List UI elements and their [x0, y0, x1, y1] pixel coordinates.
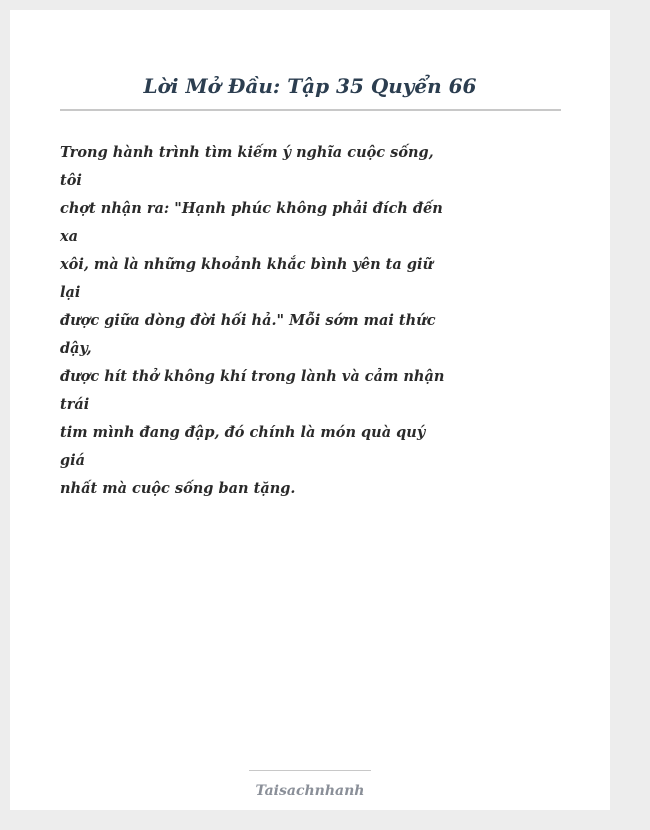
footer-divider	[249, 770, 371, 771]
footer-brand: Taisachnhanh	[255, 783, 365, 799]
title-divider	[60, 109, 561, 111]
body-paragraph	[60, 139, 445, 503]
text-line: chợt nhận ra: "Hạnh phúc không phải đích đến	[60, 200, 443, 217]
text-line: dậy,	[60, 340, 92, 357]
page-title: Lời Mở Đầu: Tập 35 Quyển 66	[143, 74, 477, 98]
text-line: được hít thở không khí trong lành và cảm nhận	[60, 368, 445, 385]
text-line: Trong hành trình tìm kiếm ý nghĩa cuộc sống,	[60, 144, 434, 161]
text-line: tim mình đang đập, đó chính là món quà quý	[60, 424, 426, 441]
text-line: tôi	[60, 172, 82, 189]
document-page	[10, 10, 610, 810]
text-line: lại	[60, 284, 81, 301]
text-line: xa	[60, 228, 79, 245]
text-line: trái	[60, 396, 90, 413]
text-line: được giữa dòng đời hối hả." Mỗi sớm mai thức	[60, 312, 436, 329]
text-line: nhất mà cuộc sống ban tặng.	[60, 480, 296, 497]
text-line: xôi, mà là những khoảnh khắc bình yên ta giữ	[60, 256, 434, 273]
text-line: giá	[60, 452, 86, 469]
